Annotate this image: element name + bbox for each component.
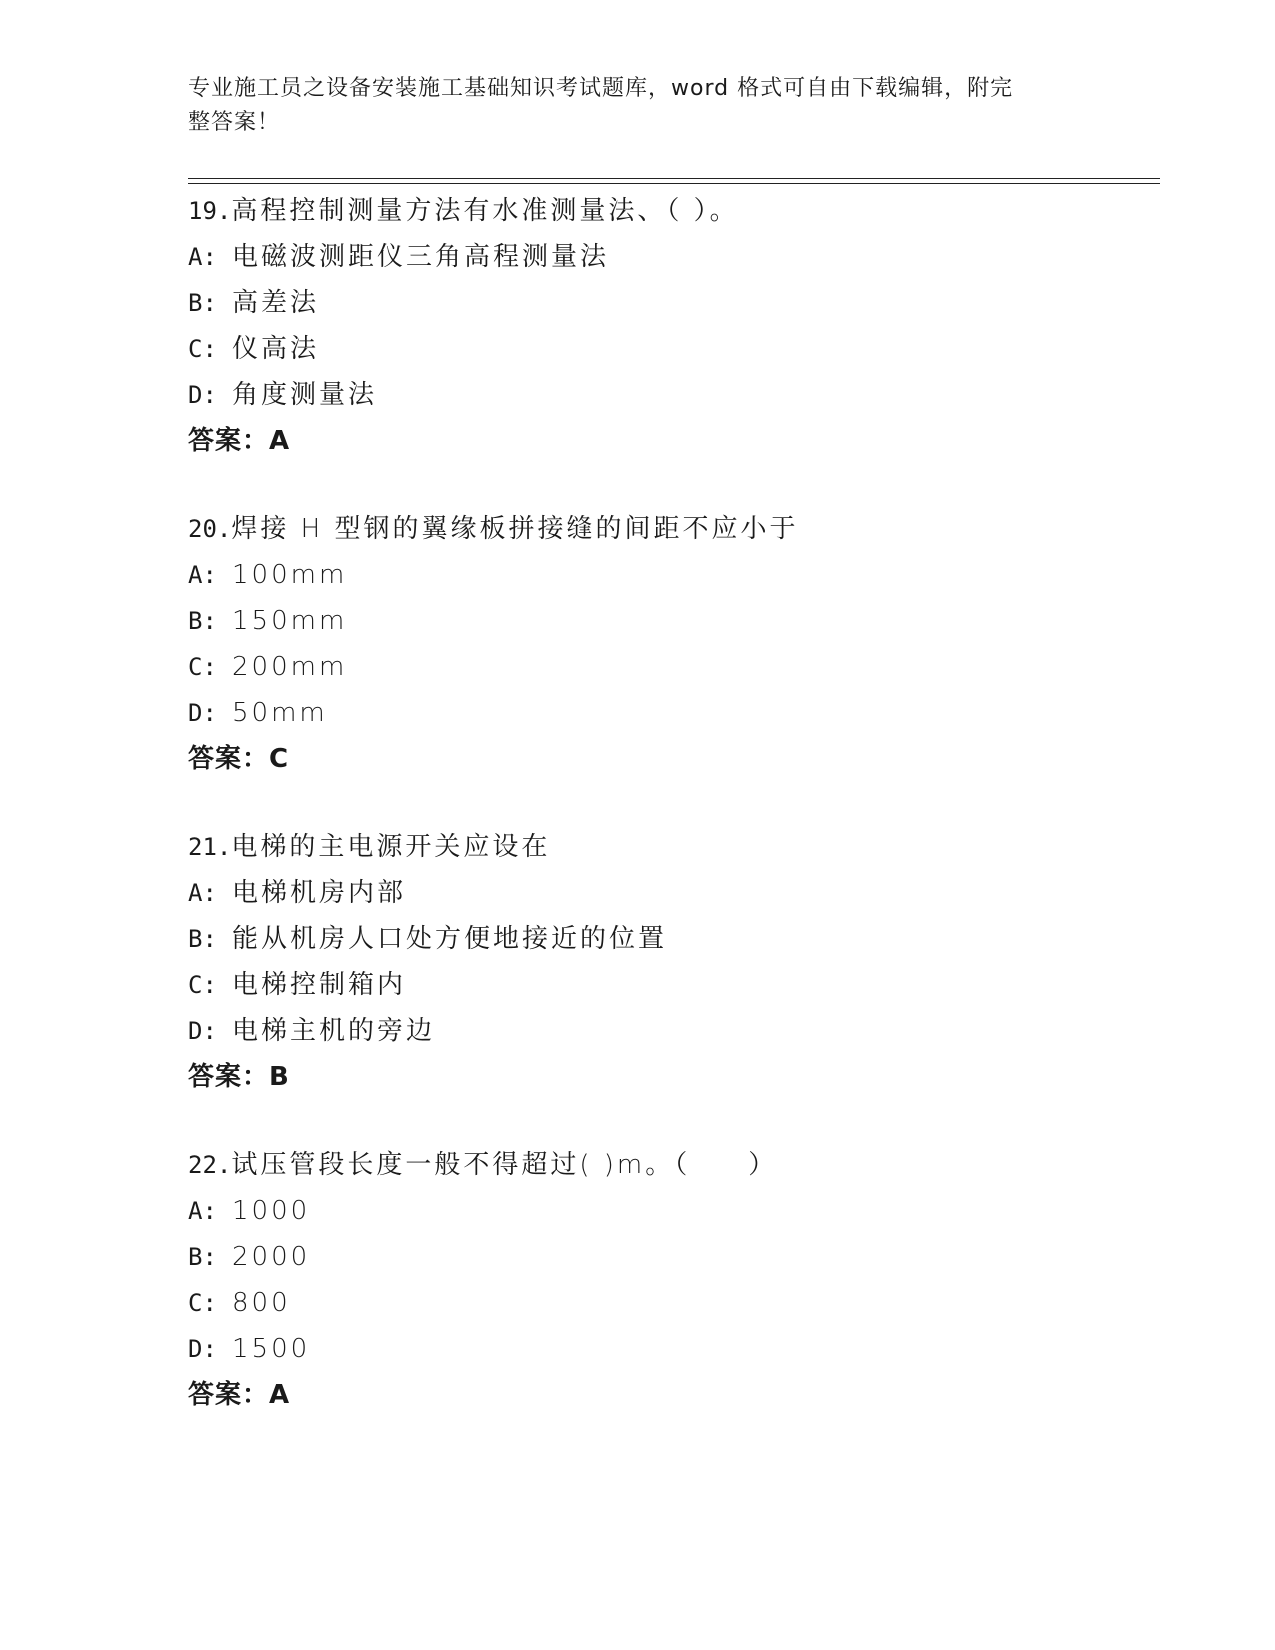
option-text: 2000 (232, 1242, 311, 1272)
option-text: 仪高法 (232, 334, 320, 364)
option-a (188, 1188, 1160, 1234)
option-text: 能从机房人口处方便地接近的位置 (232, 924, 668, 954)
option-b (188, 598, 1160, 644)
option-b (188, 916, 1160, 962)
option-text: 1500 (232, 1334, 311, 1364)
question-text: 焊接 H 型钢的翼缘板拼接缝的间距不应小于 (231, 514, 799, 544)
option-text: 150mm (232, 606, 348, 636)
question-list (188, 188, 1160, 1460)
answer: 答案：C (188, 744, 290, 774)
option-d (188, 372, 1160, 418)
option-a (188, 552, 1160, 598)
question-22 (188, 1142, 1160, 1418)
option-text: 电梯主机的旁边 (232, 1016, 436, 1046)
option-text: 电梯机房内部 (232, 878, 407, 908)
question-text: 电梯的主电源开关应设在 (231, 832, 551, 862)
option-text: 电磁波测距仪三角高程测量法 (232, 242, 610, 272)
option-letter: C: (188, 1289, 217, 1317)
option-letter: B: (188, 1243, 217, 1271)
option-text: 50mm (232, 698, 328, 728)
option-letter: A: (188, 1197, 217, 1225)
option-letter: B: (188, 289, 217, 317)
option-letter: A: (188, 243, 217, 271)
option-a (188, 870, 1160, 916)
answer: 答案：A (188, 426, 291, 456)
option-b (188, 280, 1160, 326)
option-d (188, 1326, 1160, 1372)
option-b (188, 1234, 1160, 1280)
question-number: 21. (188, 833, 232, 861)
question-number: 20. (188, 515, 232, 543)
option-letter: D: (188, 699, 217, 727)
option-text: 800 (232, 1288, 291, 1318)
option-letter: A: (188, 879, 217, 907)
option-letter: B: (188, 607, 217, 635)
option-letter: C: (188, 653, 217, 681)
option-text: 高差法 (232, 288, 320, 318)
question-stem (188, 188, 1160, 234)
option-text: 角度测量法 (232, 380, 378, 410)
option-c (188, 644, 1160, 690)
option-c (188, 326, 1160, 372)
option-text: 电梯控制箱内 (232, 970, 407, 1000)
question-number: 19. (188, 197, 232, 225)
question-stem (188, 1142, 1160, 1188)
question-number: 22. (188, 1151, 232, 1179)
question-stem (188, 506, 1160, 552)
header-divider (188, 178, 1160, 184)
option-letter: C: (188, 335, 217, 363)
option-letter: D: (188, 381, 217, 409)
question-21 (188, 824, 1160, 1100)
header-line-1: 专业施工员之设备安装施工基础知识考试题库，word 格式可自由下载编辑，附完 (188, 76, 1014, 101)
option-c (188, 962, 1160, 1008)
option-d (188, 690, 1160, 736)
option-c (188, 1280, 1160, 1326)
option-letter: D: (188, 1335, 217, 1363)
option-letter: C: (188, 971, 217, 999)
header-line-2: 整答案！ (188, 110, 281, 135)
answer: 答案：B (188, 1062, 290, 1092)
option-letter: A: (188, 561, 217, 589)
option-d (188, 1008, 1160, 1054)
question-stem (188, 824, 1160, 870)
option-a (188, 234, 1160, 280)
option-text: 1000 (232, 1196, 311, 1226)
option-letter: D: (188, 1017, 217, 1045)
option-text: 100mm (232, 560, 348, 590)
question-19 (188, 188, 1160, 464)
question-20 (188, 506, 1160, 782)
document-header (188, 72, 1068, 140)
option-letter: B: (188, 925, 217, 953)
question-text: 高程控制测量方法有水准测量法、（ ）。 (231, 196, 739, 226)
option-text: 200mm (232, 652, 348, 682)
question-text: 试压管段长度一般不得超过( )m。（ ） (231, 1150, 778, 1180)
answer: 答案：A (188, 1380, 291, 1410)
